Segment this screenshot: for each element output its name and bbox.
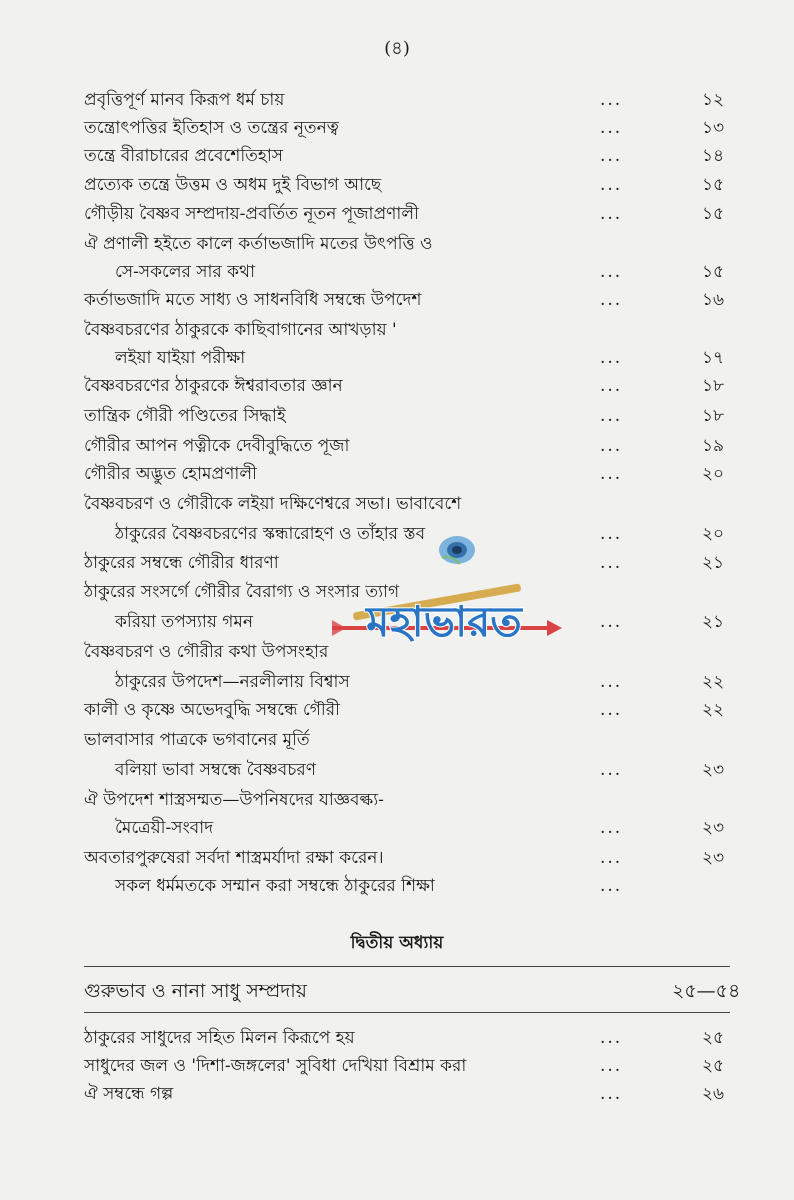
toc-entry-dots: ... <box>600 672 623 692</box>
toc-entry-title: মৈত্রেয়ী-সংবাদ <box>115 818 214 838</box>
toc-entry-title: তন্ত্রে বীরাচারের প্রবেশেতিহাস <box>84 146 284 166</box>
section-page-range: ২৫—৫৪ <box>672 980 741 1002</box>
toc-entry-dots: ... <box>600 876 623 896</box>
toc-entry-title: ঠাকুরের উপদেশ—নরলীলায় বিশ্বাস <box>115 672 350 692</box>
toc-entry-title: সকল ধর্মমতকে সম্মান করা সম্বন্ধে ঠাকুরের শিক্ষা <box>115 876 435 896</box>
toc-entry-dots: ... <box>600 1028 623 1048</box>
toc-entry-title: তান্ত্রিক গৌরী পণ্ডিতের সিদ্ধাই <box>84 406 286 426</box>
toc-entry-title: ঐ উপদেশ শাস্ত্রসম্মত—উপনিষদের যাজ্ঞবল্ক্য- <box>84 790 384 810</box>
toc-entry-title: সাধুদের জল ও 'দিশা-জঙ্গলের' সুবিধা দেখিয়া বিশ্রাম করা <box>84 1056 467 1076</box>
toc-entry-title: ঠাকুরের বৈষ্ণবচরণের স্কন্ধারোহণ ও তাঁহার স্তব <box>115 524 426 544</box>
toc-entry-page: ১৫ <box>702 262 725 282</box>
toc-entry-dots: ... <box>600 848 623 868</box>
toc-entry-dots: ... <box>600 818 623 838</box>
toc-entry <box>0 432 794 460</box>
toc-entry <box>0 696 794 724</box>
toc-entry-page: ২৬ <box>702 1084 725 1104</box>
toc-entry <box>0 844 794 872</box>
toc-entry-page: ১৮ <box>702 376 725 396</box>
toc-entry <box>0 286 794 314</box>
toc-entry-dots: ... <box>600 553 623 573</box>
toc-entry-dots: ... <box>600 406 623 426</box>
toc-entry <box>0 142 794 170</box>
toc-entry-title: বৈষ্ণবচরণ ও গৌরীকে লইয়া দক্ষিণেশ্বরে সভা। ভাবাবেশে <box>84 494 462 514</box>
toc-entry-title: গৌরীর আপন পত্নীকে দেবীবুদ্ধিতে পূজা <box>84 436 350 456</box>
toc-entry <box>0 460 794 488</box>
toc-entry-page: ২১ <box>702 612 725 632</box>
toc-entry-title: ঐ প্রণালী হইতে কালে কর্তাভজাদি মতের উৎপত্তি ও <box>84 234 433 254</box>
toc-entry-page: ২৫ <box>702 1056 725 1076</box>
section-rule-top <box>84 966 730 967</box>
toc-entry <box>0 316 794 344</box>
toc-entry <box>0 372 794 400</box>
toc-entry-title: বলিয়া ভাবা সম্বন্ধে বৈষ্ণবচরণ <box>115 760 317 780</box>
toc-entry <box>0 1080 794 1108</box>
toc-entry-dots: ... <box>600 1084 623 1104</box>
toc-entry-title: কর্তাভজাদি মতে সাধ্য ও সাধনবিধি সম্বন্ধে উপদেশ <box>84 290 422 310</box>
toc-entry-title: সে-সকলের সার কথা <box>115 262 255 282</box>
toc-entry-page: ২২ <box>702 700 725 720</box>
toc-entry-dots: ... <box>600 436 623 456</box>
toc-entry <box>0 86 794 114</box>
toc-entry-page: ২০ <box>702 524 725 544</box>
toc-entry <box>0 872 794 900</box>
toc-entry-title: অবতারপুরুষেরা সর্বদা শাস্ত্রমর্যাদা রক্ষা করেন। <box>84 848 384 868</box>
toc-entry <box>0 814 794 842</box>
toc-entry <box>0 200 794 228</box>
toc-entry-dots: ... <box>600 612 623 632</box>
peacock-feather-icon <box>439 536 475 564</box>
toc-entry-page: ১৫ <box>702 204 725 224</box>
toc-entry-title: ঠাকুরের সাধুদের সহিত মিলন কিরূপে হয় <box>84 1028 355 1048</box>
toc-entry-title: গৌড়ীয় বৈষ্ণব সম্প্রদায়-প্রবর্তিত নূতন পূজাপ্রণালী <box>84 204 419 224</box>
toc-entry-dots: ... <box>600 118 623 138</box>
toc-entry-page: ২২ <box>702 672 725 692</box>
toc-entry-dots: ... <box>600 290 623 310</box>
toc-entry <box>0 756 794 784</box>
toc-entry-title: কালী ও কৃষ্ণে অভেদবুদ্ধি সম্বন্ধে গৌরী <box>84 700 340 720</box>
toc-entry-page: ১৪ <box>702 146 725 166</box>
toc-entry-dots: ... <box>600 175 623 195</box>
toc-entry-page: ২৩ <box>702 848 725 868</box>
toc-entry-page: ২৩ <box>702 818 725 838</box>
toc-entry-page: ১৮ <box>702 406 725 426</box>
toc-entry-dots: ... <box>600 464 623 484</box>
toc-entry-dots: ... <box>600 90 623 110</box>
watermark-text: মহাভারত <box>366 597 522 646</box>
toc-entry <box>0 1052 794 1080</box>
toc-entry <box>0 230 794 258</box>
toc-entry-page: ১৭ <box>702 348 725 368</box>
toc-entry-page: ২৫ <box>702 1028 725 1048</box>
toc-entry <box>0 171 794 199</box>
toc-entry-dots: ... <box>600 376 623 396</box>
section-rule-bottom <box>84 1012 730 1013</box>
toc-entry-dots: ... <box>600 348 623 368</box>
toc-entry-title: লইয়া যাইয়া পরীক্ষা <box>115 348 246 368</box>
chapter-heading: দ্বিতীয় অধ্যায় <box>350 933 444 953</box>
toc-entry-page: ১৫ <box>702 175 725 195</box>
toc-entry-dots: ... <box>600 146 623 166</box>
toc-entry-title: ভালবাসার পাত্রকে ভগবানের মূর্তি <box>84 730 310 750</box>
toc-entry-dots: ... <box>600 524 623 544</box>
toc-entry-title: ঠাকুরের সংসর্গে গৌরীর বৈরাগ্য ও সংসার ত্যাগ <box>84 582 400 602</box>
toc-entry-dots: ... <box>600 262 623 282</box>
toc-entry <box>0 402 794 430</box>
watermark-logo <box>332 528 562 688</box>
toc-entry-title: প্রবৃত্তিপূর্ণ মানব কিরূপ ধর্ম চায় <box>84 90 285 110</box>
toc-entry-page: ২১ <box>702 553 725 573</box>
toc-entry-dots: ... <box>600 700 623 720</box>
toc-entry-page: ২৩ <box>702 760 725 780</box>
toc-entry-dots: ... <box>600 1056 623 1076</box>
toc-entry-title: ঠাকুরের সম্বন্ধে গৌরীর ধারণা <box>84 553 279 573</box>
toc-entry <box>0 344 794 372</box>
toc-entry-title: করিয়া তপস্যায় গমন <box>115 612 253 632</box>
toc-entry-page: ১৬ <box>702 290 725 310</box>
toc-entry <box>0 114 794 142</box>
toc-entry-title: গৌরীর অদ্ভুত হোমপ্রণালী <box>84 464 257 484</box>
toc-entry <box>0 258 794 286</box>
page-number: (৪) <box>384 38 410 59</box>
toc-entry-title: ঐ সম্বন্ধে গল্প <box>84 1084 174 1104</box>
toc-entry <box>0 786 794 814</box>
toc-entry-dots: ... <box>600 204 623 224</box>
toc-entry <box>0 490 794 518</box>
toc-entry-title: বৈষ্ণবচরণের ঠাকুরকে ঈশ্বরাবতার জ্ঞান <box>84 376 343 396</box>
section-heading <box>0 976 794 1006</box>
toc-entry <box>0 726 794 754</box>
toc-entry-page: ২০ <box>702 464 725 484</box>
section-title: গুরুভাব ও নানা সাধু সম্প্রদায় <box>84 980 307 1002</box>
toc-entry-dots: ... <box>600 760 623 780</box>
toc-entry-title: বৈষ্ণবচরণ ও গৌরীর কথা উপসংহার <box>84 642 329 662</box>
toc-entry-page: ১৩ <box>702 118 725 138</box>
toc-entry-title: প্রত্যেক তন্ত্রে উত্তম ও অধম দুই বিভাগ আছে <box>84 175 382 195</box>
toc-entry-title: বৈষ্ণবচরণের ঠাকুরকে কাছিবাগানের আখড়ায় ' <box>84 320 397 340</box>
toc-entry-title: তন্ত্রোৎপত্তির ইতিহাস ও তন্ত্রের নূতনত্ব <box>84 118 339 138</box>
toc-entry-page: ১৯ <box>702 436 725 456</box>
toc-entry-page: ১২ <box>702 90 725 110</box>
toc-entry <box>0 1024 794 1052</box>
